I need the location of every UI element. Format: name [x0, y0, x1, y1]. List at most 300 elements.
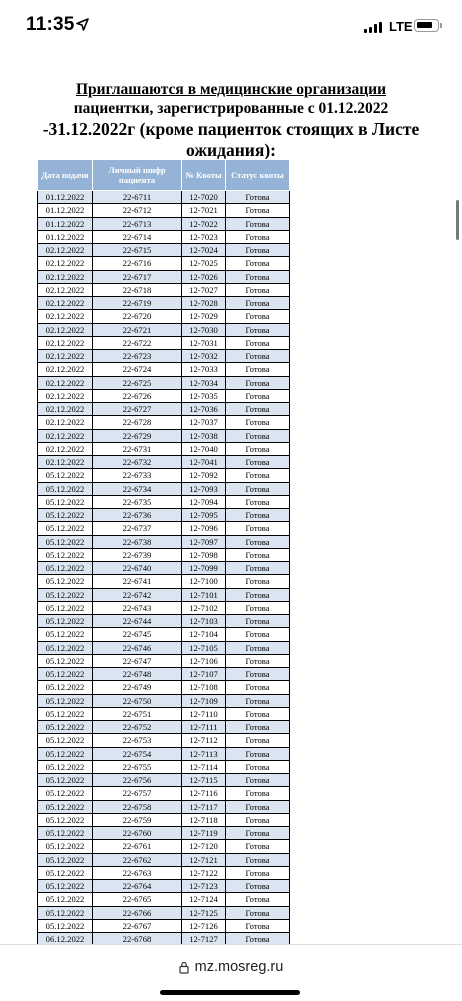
cell-quota-status: Готова [226, 297, 290, 310]
cell-date: 05.12.2022 [38, 906, 93, 919]
cell-quota-number: 12-7037 [182, 416, 226, 429]
cell-date: 05.12.2022 [38, 615, 93, 628]
table-body [38, 191, 290, 945]
cell-quota-number: 12-7098 [182, 548, 226, 561]
cell-quota-status: Готова [226, 456, 290, 469]
table-row [38, 747, 290, 760]
cell-quota-status: Готова [226, 893, 290, 906]
cell-date: 05.12.2022 [38, 721, 93, 734]
table-row [38, 562, 290, 575]
cell-date: 02.12.2022 [38, 336, 93, 349]
cell-quota-status: Готова [226, 522, 290, 535]
cell-patient-code: 22-6716 [93, 257, 182, 270]
cell-patient-code: 22-6712 [93, 204, 182, 217]
cell-patient-code: 22-6745 [93, 628, 182, 641]
page-heading [26, 80, 436, 161]
table-row [38, 429, 290, 442]
table-row [38, 813, 290, 826]
cell-quota-status: Готова [226, 548, 290, 561]
table-header-row [38, 160, 290, 191]
cell-patient-code: 22-6751 [93, 707, 182, 720]
cell-quota-number: 12-7117 [182, 800, 226, 813]
cell-quota-status: Готова [226, 270, 290, 283]
table-row [38, 694, 290, 707]
cell-patient-code: 22-6714 [93, 230, 182, 243]
cell-patient-code: 22-6744 [93, 615, 182, 628]
cell-quota-status: Готова [226, 787, 290, 800]
cell-quota-number: 12-7109 [182, 694, 226, 707]
cell-patient-code: 22-6754 [93, 747, 182, 760]
cell-date: 02.12.2022 [38, 350, 93, 363]
cell-date: 05.12.2022 [38, 774, 93, 787]
cell-quota-number: 12-7106 [182, 654, 226, 667]
cell-date: 02.12.2022 [38, 416, 93, 429]
cell-patient-code: 22-6719 [93, 297, 182, 310]
cell-quota-number: 12-7113 [182, 747, 226, 760]
cell-quota-number: 12-7023 [182, 230, 226, 243]
table-row [38, 707, 290, 720]
cell-patient-code: 22-6718 [93, 283, 182, 296]
table-row [38, 403, 290, 416]
cell-patient-code: 22-6764 [93, 880, 182, 893]
cell-date: 02.12.2022 [38, 363, 93, 376]
cell-quota-number: 12-7034 [182, 376, 226, 389]
cell-date: 02.12.2022 [38, 244, 93, 257]
cell-quota-status: Готова [226, 840, 290, 853]
cell-date: 05.12.2022 [38, 654, 93, 667]
cell-quota-status: Готова [226, 919, 290, 932]
cell-quota-status: Готова [226, 217, 290, 230]
cell-quota-status: Готова [226, 628, 290, 641]
cell-quota-status: Готова [226, 403, 290, 416]
cell-date: 02.12.2022 [38, 442, 93, 455]
table-row [38, 416, 290, 429]
table-row [38, 191, 290, 204]
cell-quota-status: Готова [226, 389, 290, 402]
scrollbar[interactable] [456, 200, 459, 240]
cell-quota-number: 12-7101 [182, 588, 226, 601]
table-row [38, 919, 290, 932]
cell-quota-number: 12-7120 [182, 840, 226, 853]
table-row [38, 840, 290, 853]
cell-patient-code: 22-6752 [93, 721, 182, 734]
cell-patient-code: 22-6741 [93, 575, 182, 588]
network-type: LTE [389, 19, 413, 34]
cell-patient-code: 22-6731 [93, 442, 182, 455]
cell-date: 05.12.2022 [38, 866, 93, 879]
cell-quota-status: Готова [226, 588, 290, 601]
cell-quota-number: 12-7028 [182, 297, 226, 310]
address-url[interactable]: mz.mosreg.ru [194, 959, 284, 975]
cell-date: 05.12.2022 [38, 601, 93, 614]
cell-quota-status: Готова [226, 615, 290, 628]
cell-quota-number: 12-7032 [182, 350, 226, 363]
cell-quota-status: Готова [226, 827, 290, 840]
cell-patient-code: 22-6723 [93, 350, 182, 363]
cell-date: 05.12.2022 [38, 562, 93, 575]
cell-date: 05.12.2022 [38, 522, 93, 535]
cell-patient-code: 22-6759 [93, 813, 182, 826]
cell-patient-code: 22-6765 [93, 893, 182, 906]
cell-date: 02.12.2022 [38, 297, 93, 310]
table-row [38, 760, 290, 773]
cell-patient-code: 22-6749 [93, 681, 182, 694]
cell-quota-status: Готова [226, 283, 290, 296]
table-row [38, 681, 290, 694]
cell-quota-number: 12-7111 [182, 721, 226, 734]
table-row [38, 575, 290, 588]
cell-quota-status: Готова [226, 853, 290, 866]
table-row [38, 734, 290, 747]
cell-quota-status: Готова [226, 880, 290, 893]
cell-quota-number: 12-7126 [182, 919, 226, 932]
cell-patient-code: 22-6733 [93, 469, 182, 482]
cell-quota-status: Готова [226, 906, 290, 919]
cell-quota-number: 12-7021 [182, 204, 226, 217]
cell-quota-number: 12-7125 [182, 906, 226, 919]
cell-quota-status: Готова [226, 601, 290, 614]
cell-date: 05.12.2022 [38, 694, 93, 707]
cell-date: 05.12.2022 [38, 800, 93, 813]
cell-date: 02.12.2022 [38, 429, 93, 442]
cell-patient-code: 22-6742 [93, 588, 182, 601]
cell-date: 05.12.2022 [38, 575, 93, 588]
cell-quota-number: 12-7103 [182, 615, 226, 628]
table-row [38, 787, 290, 800]
cell-quota-status: Готова [226, 760, 290, 773]
table-row [38, 827, 290, 840]
cell-quota-number: 12-7030 [182, 323, 226, 336]
cell-quota-status: Готова [226, 694, 290, 707]
cell-quota-number: 12-7123 [182, 880, 226, 893]
cell-patient-code: 22-6735 [93, 495, 182, 508]
cell-date: 02.12.2022 [38, 456, 93, 469]
cell-quota-status: Готова [226, 641, 290, 654]
table-row [38, 893, 290, 906]
cell-quota-number: 12-7119 [182, 827, 226, 840]
cell-quota-number: 12-7024 [182, 244, 226, 257]
cell-quota-number: 12-7102 [182, 601, 226, 614]
cell-patient-code: 22-6763 [93, 866, 182, 879]
cell-quota-number: 12-7040 [182, 442, 226, 455]
cell-date: 05.12.2022 [38, 747, 93, 760]
battery-icon [414, 19, 439, 32]
cell-date: 05.12.2022 [38, 548, 93, 561]
table-row [38, 297, 290, 310]
cell-quota-status: Готова [226, 230, 290, 243]
cell-date: 02.12.2022 [38, 270, 93, 283]
cell-quota-number: 12-7105 [182, 641, 226, 654]
cell-quota-status: Готова [226, 336, 290, 349]
cell-quota-number: 12-7122 [182, 866, 226, 879]
cell-date: 05.12.2022 [38, 668, 93, 681]
cell-quota-status: Готова [226, 310, 290, 323]
table-row [38, 350, 290, 363]
cell-date: 05.12.2022 [38, 827, 93, 840]
cell-patient-code: 22-6721 [93, 323, 182, 336]
signal-icon [364, 22, 382, 33]
cell-patient-code: 22-6724 [93, 363, 182, 376]
cell-date: 05.12.2022 [38, 641, 93, 654]
cell-date: 02.12.2022 [38, 403, 93, 416]
cell-quota-status: Готова [226, 191, 290, 204]
quota-table [37, 159, 290, 944]
cell-quota-number: 12-7096 [182, 522, 226, 535]
cell-quota-number: 12-7033 [182, 363, 226, 376]
cell-date: 05.12.2022 [38, 707, 93, 720]
cell-quota-number: 12-7107 [182, 668, 226, 681]
cell-quota-number: 12-7093 [182, 482, 226, 495]
cell-quota-status: Готова [226, 866, 290, 879]
cell-date: 05.12.2022 [38, 588, 93, 601]
cell-patient-code: 22-6756 [93, 774, 182, 787]
cell-quota-number: 12-7026 [182, 270, 226, 283]
header-date: Дата подачи [38, 160, 93, 191]
location-arrow-icon [76, 18, 89, 31]
cell-patient-code: 22-6767 [93, 919, 182, 932]
cell-patient-code: 22-6722 [93, 336, 182, 349]
table-row [38, 906, 290, 919]
cell-patient-code: 22-6757 [93, 787, 182, 800]
cell-quota-status: Готова [226, 575, 290, 588]
cell-patient-code: 22-6738 [93, 535, 182, 548]
cell-quota-number: 12-7115 [182, 774, 226, 787]
cell-quota-number: 12-7118 [182, 813, 226, 826]
cell-patient-code: 22-6753 [93, 734, 182, 747]
cell-patient-code: 22-6739 [93, 548, 182, 561]
cell-date: 05.12.2022 [38, 787, 93, 800]
cell-quota-status: Готова [226, 363, 290, 376]
cell-patient-code: 22-6743 [93, 601, 182, 614]
cell-quota-number: 12-7121 [182, 853, 226, 866]
cell-patient-code: 22-6727 [93, 403, 182, 416]
cell-patient-code: 22-6762 [93, 853, 182, 866]
cell-quota-status: Готова [226, 509, 290, 522]
cell-quota-number: 12-7041 [182, 456, 226, 469]
cell-quota-status: Готова [226, 257, 290, 270]
cell-date: 02.12.2022 [38, 283, 93, 296]
cell-quota-number: 12-7027 [182, 283, 226, 296]
header-quota-number: № Квоты [182, 160, 226, 191]
table-row [38, 721, 290, 734]
cell-quota-number: 12-7124 [182, 893, 226, 906]
cell-patient-code: 22-6726 [93, 389, 182, 402]
cell-quota-status: Готова [226, 416, 290, 429]
cell-patient-code: 22-6747 [93, 654, 182, 667]
table-row [38, 668, 290, 681]
cell-quota-status: Готова [226, 562, 290, 575]
cell-quota-status: Готова [226, 734, 290, 747]
table-row [38, 774, 290, 787]
table-row [38, 933, 290, 945]
page-content[interactable] [0, 80, 462, 944]
status-time: 11:35 [26, 14, 75, 35]
cell-quota-number: 12-7022 [182, 217, 226, 230]
cell-quota-status: Готова [226, 721, 290, 734]
cell-date: 02.12.2022 [38, 310, 93, 323]
table-row [38, 535, 290, 548]
heading-line-3: -31.12.2022г (кроме пациенток стоящих в Листе ожидания): [42, 119, 420, 160]
cell-date: 01.12.2022 [38, 217, 93, 230]
table-row [38, 336, 290, 349]
header-quota-status: Статус квоты [226, 160, 290, 191]
cell-date: 05.12.2022 [38, 813, 93, 826]
cell-date: 05.12.2022 [38, 734, 93, 747]
cell-patient-code: 22-6766 [93, 906, 182, 919]
cell-quota-number: 12-7097 [182, 535, 226, 548]
table-row [38, 588, 290, 601]
cell-quota-status: Готова [226, 707, 290, 720]
cell-patient-code: 22-6750 [93, 694, 182, 707]
table-row [38, 800, 290, 813]
cell-date: 05.12.2022 [38, 469, 93, 482]
cell-quota-status: Готова [226, 350, 290, 363]
table-row [38, 601, 290, 614]
cell-date: 01.12.2022 [38, 230, 93, 243]
cell-quota-number: 12-7020 [182, 191, 226, 204]
cell-quota-number: 12-7029 [182, 310, 226, 323]
home-indicator[interactable] [160, 990, 300, 995]
cell-patient-code: 22-6736 [93, 509, 182, 522]
cell-quota-number: 12-7036 [182, 403, 226, 416]
cell-quota-number: 12-7031 [182, 336, 226, 349]
cell-patient-code: 22-6715 [93, 244, 182, 257]
table-row [38, 880, 290, 893]
cell-quota-number: 12-7114 [182, 760, 226, 773]
table-row [38, 866, 290, 879]
table-row [38, 230, 290, 243]
cell-quota-status: Готова [226, 376, 290, 389]
table-row [38, 495, 290, 508]
table-row [38, 257, 290, 270]
cell-patient-code: 22-6728 [93, 416, 182, 429]
cell-quota-number: 12-7108 [182, 681, 226, 694]
cell-quota-status: Готова [226, 429, 290, 442]
heading-line-2: пациентки, зарегистрированные с 01.12.2022 [73, 100, 389, 117]
cell-date: 05.12.2022 [38, 628, 93, 641]
cell-quota-status: Готова [226, 535, 290, 548]
cell-quota-status: Готова [226, 800, 290, 813]
table-row [38, 283, 290, 296]
header-patient-code: Личный шифр пациента [93, 160, 182, 191]
cell-date: 05.12.2022 [38, 535, 93, 548]
cell-quota-status: Готова [226, 204, 290, 217]
table-row [38, 442, 290, 455]
cell-quota-number: 12-7110 [182, 707, 226, 720]
table-row [38, 270, 290, 283]
cell-quota-status: Готова [226, 933, 290, 945]
cell-quota-number: 12-7092 [182, 469, 226, 482]
cell-quota-number: 12-7099 [182, 562, 226, 575]
cell-date: 02.12.2022 [38, 376, 93, 389]
table-row [38, 376, 290, 389]
table-row [38, 244, 290, 257]
cell-patient-code: 22-6713 [93, 217, 182, 230]
cell-date: 01.12.2022 [38, 204, 93, 217]
cell-patient-code: 22-6755 [93, 760, 182, 773]
cell-date: 05.12.2022 [38, 482, 93, 495]
cell-quota-number: 12-7095 [182, 509, 226, 522]
cell-quota-number: 12-7127 [182, 933, 226, 945]
table-row [38, 509, 290, 522]
cell-quota-status: Готова [226, 813, 290, 826]
cell-patient-code: 22-6758 [93, 800, 182, 813]
heading-line-1: Приглашаются в медицинские организации [75, 81, 387, 98]
table-row [38, 389, 290, 402]
cell-patient-code: 22-6760 [93, 827, 182, 840]
cell-quota-number: 12-7094 [182, 495, 226, 508]
table-row [38, 469, 290, 482]
table-row [38, 363, 290, 376]
cell-date: 05.12.2022 [38, 853, 93, 866]
table-row [38, 482, 290, 495]
table-row [38, 522, 290, 535]
cell-date: 05.12.2022 [38, 919, 93, 932]
cell-patient-code: 22-6734 [93, 482, 182, 495]
table-row [38, 456, 290, 469]
cell-date: 05.12.2022 [38, 509, 93, 522]
cell-patient-code: 22-6717 [93, 270, 182, 283]
cell-date: 05.12.2022 [38, 893, 93, 906]
status-bar [0, 0, 462, 56]
cell-patient-code: 22-6740 [93, 562, 182, 575]
table-row [38, 654, 290, 667]
cell-date: 01.12.2022 [38, 191, 93, 204]
cell-quota-status: Готова [226, 244, 290, 257]
table-row [38, 310, 290, 323]
table-row [38, 323, 290, 336]
cell-patient-code: 22-6725 [93, 376, 182, 389]
cell-date: 05.12.2022 [38, 681, 93, 694]
cell-quota-status: Готова [226, 442, 290, 455]
table-row [38, 548, 290, 561]
cell-quota-status: Готова [226, 654, 290, 667]
cell-date: 05.12.2022 [38, 880, 93, 893]
cell-date: 02.12.2022 [38, 389, 93, 402]
cell-quota-status: Готова [226, 323, 290, 336]
cell-quota-status: Готова [226, 482, 290, 495]
cell-quota-status: Готова [226, 495, 290, 508]
table-row [38, 853, 290, 866]
table-row [38, 641, 290, 654]
cell-quota-number: 12-7104 [182, 628, 226, 641]
cell-date: 06.12.2022 [38, 933, 93, 945]
cell-patient-code: 22-6720 [93, 310, 182, 323]
cell-date: 02.12.2022 [38, 257, 93, 270]
cell-patient-code: 22-6768 [93, 933, 182, 945]
cell-quota-number: 12-7116 [182, 787, 226, 800]
cell-patient-code: 22-6729 [93, 429, 182, 442]
cell-patient-code: 22-6732 [93, 456, 182, 469]
cell-patient-code: 22-6761 [93, 840, 182, 853]
cell-patient-code: 22-6737 [93, 522, 182, 535]
table-row [38, 628, 290, 641]
cell-quota-status: Готова [226, 668, 290, 681]
cell-patient-code: 22-6711 [93, 191, 182, 204]
cell-patient-code: 22-6746 [93, 641, 182, 654]
cell-date: 05.12.2022 [38, 840, 93, 853]
cell-quota-number: 12-7025 [182, 257, 226, 270]
cell-quota-status: Готова [226, 469, 290, 482]
table-row [38, 615, 290, 628]
cell-quota-status: Готова [226, 774, 290, 787]
cell-date: 05.12.2022 [38, 760, 93, 773]
cell-date: 05.12.2022 [38, 495, 93, 508]
cell-quota-number: 12-7100 [182, 575, 226, 588]
cell-quota-number: 12-7112 [182, 734, 226, 747]
cell-quota-status: Готова [226, 747, 290, 760]
cell-quota-number: 12-7035 [182, 389, 226, 402]
